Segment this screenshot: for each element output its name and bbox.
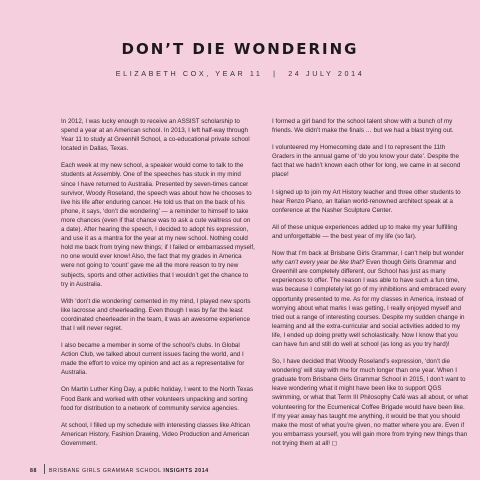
- paragraph: All of these unique experiences added up to make my year fulfilling and unforgettable — the best year of my life (so far).: [272, 223, 458, 240]
- page-footer: [30, 468, 209, 474]
- paragraph-text: Even though Girls Grammar and Greenhill are completely different, our School has just as many experiences to offer. The reason I was able to have such a fun time, was because I completely let go of my inhibitions and embraced every opportunity presented to me. As for my classes in America, instead of worrying about what marks I was getting, I really enjoyed myself and tried out a range of interesting courses. Despite my sudden change in learning and all the extra-curricular and social activities added to my life, I ended up doing pretty well scholastically. Now I know that you can have fun and still do well at school (as long as you try hard)!: [272, 259, 466, 348]
- byline-separator: |: [273, 69, 278, 78]
- paragraph: [272, 249, 468, 349]
- paragraph-text: Now that I’m back at Brisbane Girls Grammar, I can’t help but wonder: [272, 250, 464, 258]
- paragraph: I signed up to join my Art History teacher and three other students to hear Renzo Piano, an Italian world-renowned architect speak at a conference at the Nasher Sculpture Center.: [272, 188, 461, 214]
- byline: [0, 69, 480, 78]
- paragraph: On Martin Luther King Day, a public holiday, I went to the North Texas Food Bank and worked with other volunteers unpacking and sorting food for distribution to a network of community service agencies.: [61, 386, 254, 412]
- paragraph: At school, I filled up my schedule with interesting classes like African American History, Fashion Drawing, Video Production and American Government.: [61, 421, 250, 447]
- paragraph: I also became a member in some of the school’s clubs. In Global Action Club, we talked about current issues facing the world, and I made the effort to voice my opinion and act as a representative for Australia.: [61, 342, 245, 377]
- right-column: [272, 117, 468, 456]
- publication-section: INSIGHTS 2014: [163, 468, 209, 474]
- article-title: DON’T DIE WONDERING: [121, 40, 359, 58]
- paragraph: I volunteered my Homecoming date and I to represent the 11th Graders in the annual game of ‘do you know your date’. Despite the fact that we hadn’t known each other for long, we came in at second place!: [272, 144, 461, 179]
- paragraph: In 2012, I was lucky enough to receive an ASSIST scholarship to spend a year at an American school. In 2013, I left half-way through Year 11 to study at Greenhill School, a co-educational private school located in Dallas, Texas.: [61, 118, 250, 153]
- publish-date: 24 JULY 2014: [288, 69, 365, 78]
- left-column: [61, 117, 255, 456]
- paragraph: So, I have decided that Woody Roseland’s expression, ‘don’t die wondering’ will stay with me for much longer than one year. When I graduate from Brisbane Girls Grammar School in 2015, I don’t want to leave wondering what it might have been like to support QGS swimming, or what that Term III Philosophy Café was all about, or what volunteering for the Ecumenical Coffee Brigade would have been like. If my year away has taught me anything, it would be that you should make the most of what you’re given, no matter where you are. Even if you embarrass yourself, you will gain more from trying new things than not trying them at all! ◻: [272, 358, 468, 447]
- page-number: 88: [30, 468, 37, 474]
- author: ELIZABETH COX, YEAR 11: [115, 69, 263, 78]
- paragraph: Each week at my new school, a speaker would come to talk to the students at Assembly. One of the speeches has stuck in my mind since I have returned to Australia. Presented by seven-times cancer survivor, Woody Roseland, the speech was about how he chooses to live his life after enduring cancer. He told us that on the back of his phone, it says, ‘don’t die wondering’ — a reminder to himself to take more chances (even if that chance was to ask a cute waitress out on a date). After hearing the speech, I decided to adopt his expression, and use it as a mantra for the year at my new school. Nothing could hold me back from trying new things; if I failed or embarrassed myself, no one would ever know! Also, the fact that my grades in America were not going to ‘count’ gave me all the more reason to try new subjects, sports and other activities that I wouldn’t get the chance to try in Australia.: [61, 162, 255, 288]
- paragraph: I formed a girl band for the school talent show with a bunch of my friends. We didn’t make the finals … but we had a blast trying out.: [272, 118, 454, 135]
- paragraph: With ‘don’t die wondering’ cemented in my mind, I played new sports like lacrosse and cheerleading. Even though I was by far the least coordinated cheerleader in the team, it was an awesome experience that I will never regret.: [61, 297, 251, 332]
- emphasis-text: why can’t every year be like that?: [272, 259, 365, 267]
- publication-name: BRISBANE GIRLS GRAMMAR SCHOOL: [49, 468, 162, 474]
